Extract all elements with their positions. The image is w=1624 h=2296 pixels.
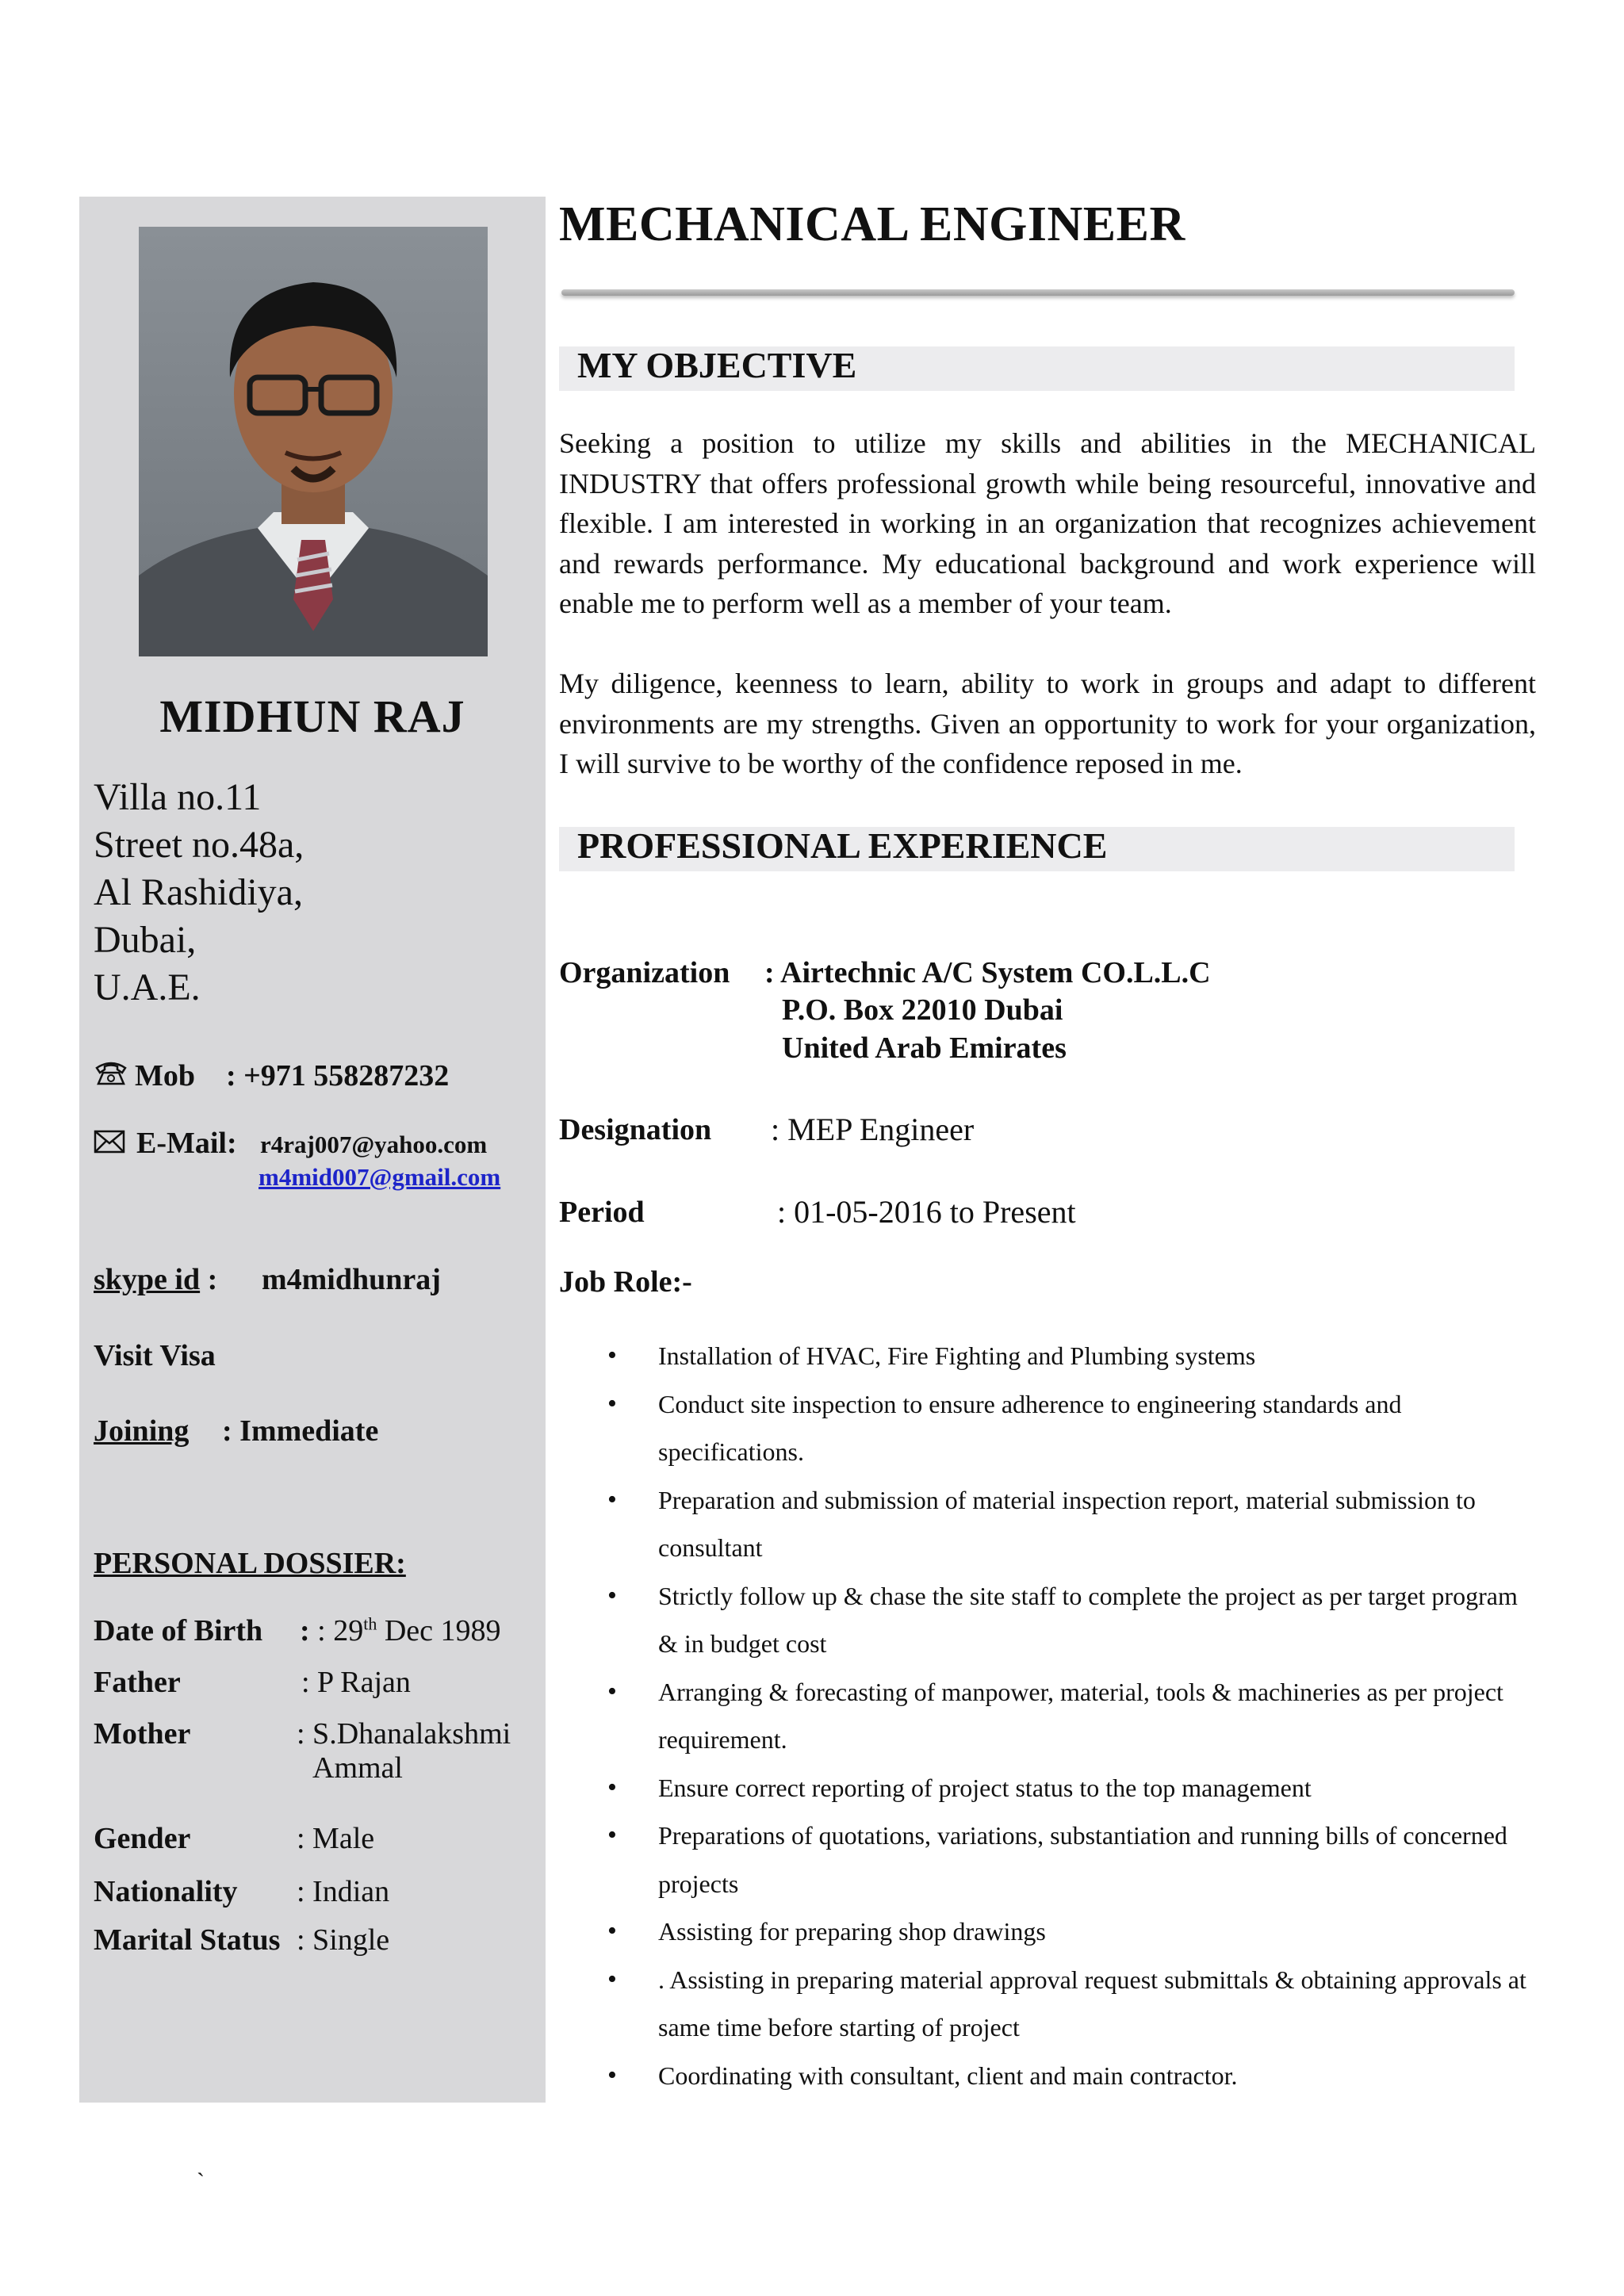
skype-label: skype id — [94, 1263, 201, 1296]
job-title-heading: MECHANICAL ENGINEER — [559, 197, 1185, 251]
mother-value: : S.Dhanalakshmi — [297, 1717, 511, 1751]
email-link[interactable]: m4mid007@gmail.com — [259, 1163, 501, 1191]
dob-value: : : 29th Dec 1989 — [300, 1613, 501, 1647]
mother-label: Mother — [94, 1717, 191, 1751]
address-line: Dubai, — [94, 919, 197, 961]
skype-id: m4midhunraj — [262, 1263, 441, 1296]
email-address: r4raj007@yahoo.com — [260, 1131, 488, 1158]
list-item: • Ensure correct reporting of project status to the top management — [603, 1764, 1538, 1812]
marital-status-label: Marital Status — [94, 1923, 281, 1957]
organization-country: United Arab Emirates — [782, 1031, 1067, 1065]
list-item: • Installation of HVAC, Fire Fighting and Plumbing systems — [603, 1332, 1538, 1380]
address-line: Street no.48a, — [94, 824, 304, 866]
profile-photo-illustration — [139, 227, 488, 656]
list-item: • Arranging & forecasting of manpower, material, tools & machineries as per project requirement. — [603, 1668, 1538, 1764]
list-item: • . Assisting in preparing material approval request submittals & obtaining approvals at same time before starting of project — [603, 1956, 1538, 2052]
marital-status-value: : Single — [297, 1923, 390, 1957]
envelope-icon — [94, 1129, 128, 1158]
personal-dossier-heading: PERSONAL DOSSIER: — [94, 1547, 406, 1580]
organization-name: : Airtechnic A/C System CO.L.L.C — [764, 956, 1211, 989]
candidate-name: MIDHUN RAJ — [159, 691, 465, 742]
list-item: • Assisting for preparing shop drawings — [603, 1908, 1538, 1956]
organization-label: Organization — [559, 956, 730, 989]
organization-address: P.O. Box 22010 Dubai — [782, 993, 1063, 1027]
designation-label: Designation — [559, 1113, 712, 1146]
profile-photo — [139, 227, 488, 656]
nationality-value: : Indian — [297, 1875, 390, 1908]
skype-colon: : — [207, 1263, 218, 1296]
designation-value: : MEP Engineer — [771, 1112, 975, 1147]
father-label: Father — [94, 1666, 181, 1699]
objective-heading: MY OBJECTIVE — [577, 345, 857, 385]
job-role-list — [603, 1332, 1538, 2099]
title-divider — [561, 289, 1515, 296]
mobile-number: : +971 558287232 — [226, 1059, 450, 1093]
gender-value: : Male — [297, 1822, 375, 1855]
mobile-label: Mob — [135, 1059, 195, 1093]
dob-label: Date of Birth — [94, 1614, 263, 1647]
objective-paragraph: Seeking a position to utilize my skills and abilities in the MECHANICAL INDUSTRY that offers professional growth while being resourceful, innovative and flexible. I am interested in working in an organization that recognizes achievement and rewards performance. My educational background and work experience will enable me to perform well as a member of your team. — [559, 427, 1536, 619]
list-item: • Strictly follow up & chase the site staff to complete the project as per target program & in budget cost — [603, 1572, 1538, 1668]
period-value: : 01-05-2016 to Present — [777, 1194, 1076, 1230]
nationality-label: Nationality — [94, 1875, 238, 1908]
list-item: • Coordinating with consultant, client and main contractor. — [603, 2052, 1538, 2100]
mother-value-cont: Ammal — [312, 1751, 403, 1785]
period-label: Period — [559, 1196, 645, 1229]
job-role-label: Job Role:- — [559, 1265, 692, 1299]
list-item: • Preparation and submission of material inspection report, material submission to consultant — [603, 1476, 1538, 1572]
list-item: • Conduct site inspection to ensure adherence to engineering standards and specifications. — [603, 1380, 1538, 1476]
address-line: Al Rashidiya, — [94, 871, 303, 913]
objective-paragraph: My diligence, keenness to learn, ability to work in groups and adapt to different environments are my strengths. Given an opportunity to work for your organization, I will survive to be worthy of the confidence reposed in me. — [559, 668, 1536, 779]
address-line: Villa no.11 — [94, 776, 262, 818]
list-item: • Preparations of quotations, variations, substantiation and running bills of concerned projects — [603, 1812, 1538, 1908]
father-value: : P Rajan — [301, 1666, 411, 1699]
footer-mark: ` — [197, 2168, 205, 2195]
email-label: E-Mail: — [136, 1127, 237, 1160]
address-line: U.A.E. — [94, 966, 201, 1008]
phone-icon — [94, 1058, 132, 1090]
visa-status: Visit Visa — [94, 1339, 216, 1372]
experience-heading: PROFESSIONAL EXPERIENCE — [577, 825, 1108, 866]
gender-label: Gender — [94, 1822, 191, 1855]
joining-label: Joining — [94, 1414, 190, 1448]
joining-value: : Immediate — [222, 1414, 379, 1448]
